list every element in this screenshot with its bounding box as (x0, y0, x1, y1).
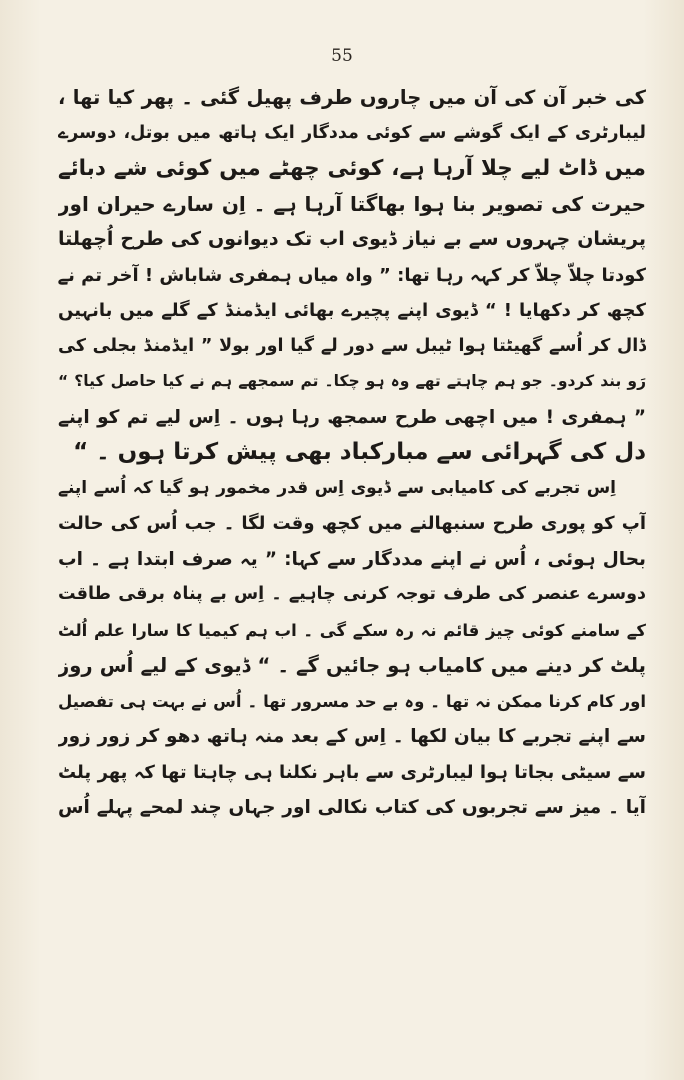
text-line-8: ڈال کر اُسے گھیٹتا ہوا ٹیبل سے دور لے گیا اور بولا ” ایڈمنڈ بجلی کی (58, 335, 646, 356)
text-line-2: لیبارٹری کے ایک گوشے سے کوئی مددگار ایک ہاتھ میں بوتل، دوسرے (58, 122, 646, 143)
text-line-11: دل کی گہرائی سے مبارکباد بھی پیش کرتا ہوں ۔ “ (73, 439, 646, 465)
text-line-21: آیا ۔ میز سے تجربوں کی کتاب نکالی اور جہاں چند لمحے پہلے اُس (58, 797, 646, 818)
text-line-9: رَو بند کردو۔ جو ہم چاہتے تھے وہ ہو چکا۔ تم سمجھے ہم نے کیا حاصل کیا؟ “ (58, 372, 646, 390)
text-line-7: کچھ کر دکھایا ! “ ڈیوی اپنے پچیرے بھائی ایڈمنڈ کے گلے میں بانہیں (58, 300, 646, 321)
text-line-15: دوسرے عنصر کی طرف توجہ کرنی چاہیے ۔ اِس بے پناہ برقی طاقت (58, 584, 646, 604)
page-number: 55 (331, 46, 353, 66)
text-line-20: سے سیٹی بجاتا ہوا لیبارٹری سے باہر نکلنا ہی چاہتا تھا کہ پھر پلٹ (58, 761, 646, 783)
text-line-16: کے سامنے کوئی چیز قائم نہ رہ سکے گی ۔ اب ہم کیمیا کا سارا علم اُلٹ (58, 620, 646, 640)
text-line-1: کی خبر آن کی آن میں چاروں طرف پھیل گئی ۔ پھر کیا تھا ، (58, 86, 646, 109)
text-line-10: ” ہمفری ! میں اچھی طرح سمجھ رہا ہوں ۔ اِس لیے تم کو اپنے (58, 406, 646, 428)
text-line-12: اِس تجربے کی کامیابی سے ڈیوی اِس قدر مخمور ہو گیا کہ اُسے اپنے (58, 477, 616, 498)
text-line-17: پلٹ کر دینے میں کامیاب ہو جائیں گے ۔ “ ڈیوی کے لیے اُس روز (58, 654, 646, 677)
text-line-3: میں ڈاٹ لیے چلا آرہا ہے، کوئی چھٹے میں کوئی شے دبائے (58, 156, 646, 181)
text-line-19: سے اپنے تجربے کا بیان لکھا ۔ اِس کے بعد منہ ہاتھ دھو کر زور زور (58, 726, 646, 747)
text-line-14: بحال ہوئی ، اُس نے اپنے مددگار سے کہا: ” یہ صرف ابتدا ہے ۔ اب (58, 548, 646, 570)
text-line-18: اور کام کرنا ممکن نہ تھا ۔ وہ بے حد مسرور تھا ۔ اُس نے بہت ہی تفصیل (58, 691, 646, 711)
body-text (58, 80, 646, 826)
text-line-5: پریشان چہروں سے بے نیاز ڈیوی اب تک دیوانوں کی طرح اُچھلتا (58, 228, 646, 250)
text-line-6: کودتا چلاّ چلاّ کر کہہ رہا تھا: ” واہ میاں ہمفری شاباش ! آخر تم نے (58, 264, 646, 286)
text-line-13: آپ کو پوری طرح سنبھالنے میں کچھ وقت لگا ۔ جب اُس کی حالت (58, 513, 646, 534)
text-line-4: حیرت کی تصویر بنا ہوا بھاگتا آرہا ہے ۔ اِن سارے حیران اور (58, 191, 646, 216)
